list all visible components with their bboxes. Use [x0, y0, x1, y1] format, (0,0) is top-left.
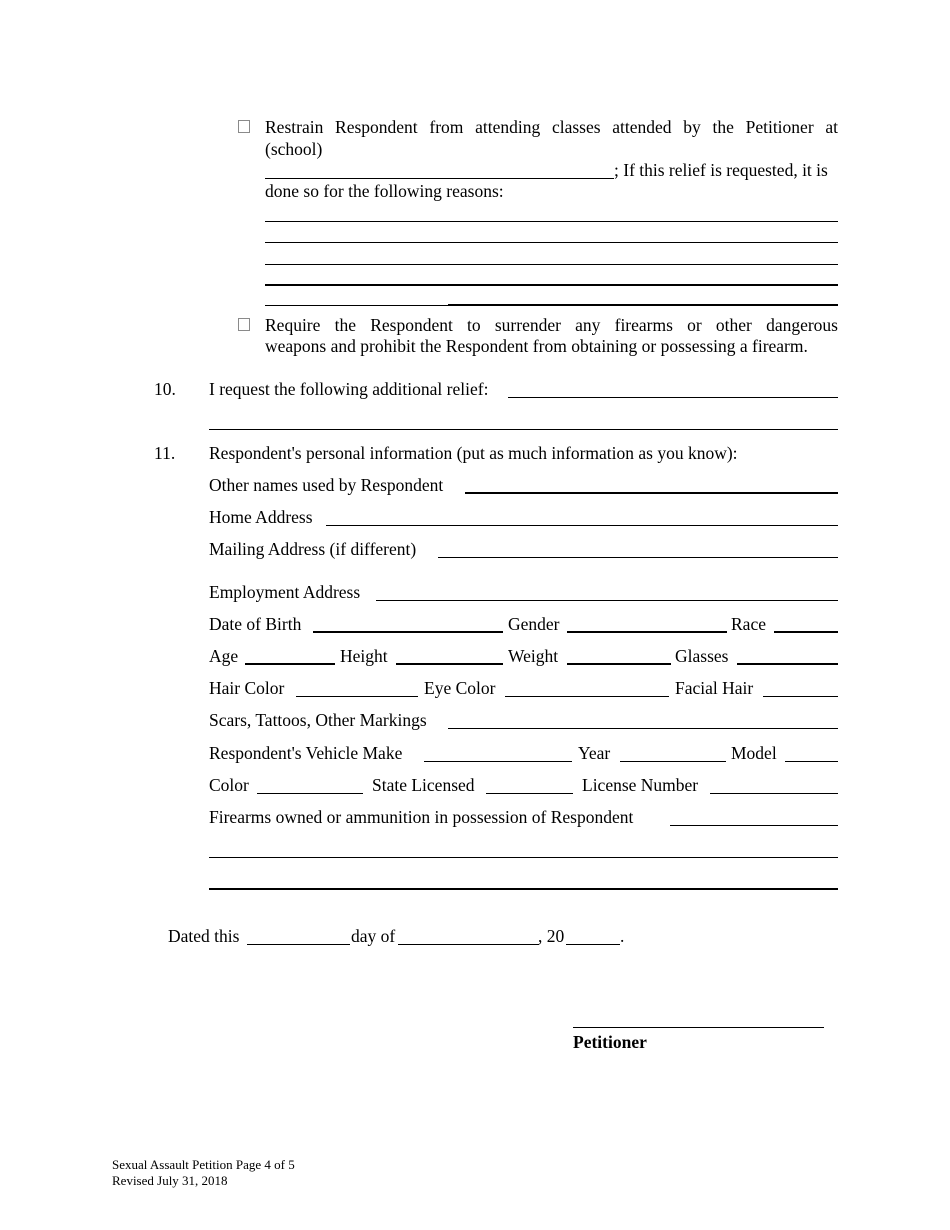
item-11-number: 11. [154, 443, 176, 463]
firearms-line-2[interactable] [209, 857, 838, 858]
age-field[interactable] [245, 663, 335, 665]
vehicle-make-field[interactable] [424, 761, 572, 762]
mailing-address-field[interactable] [438, 557, 838, 558]
reasons-line-5b[interactable] [448, 304, 838, 306]
weight-field[interactable] [567, 663, 671, 665]
state-licensed-label: State Licensed [372, 775, 475, 795]
restrain-school-checkbox[interactable] [238, 120, 250, 133]
additional-relief-line-2[interactable] [209, 429, 838, 430]
firearms-line-3[interactable] [209, 888, 838, 890]
reasons-line-5a[interactable] [265, 305, 448, 306]
race-label: Race [731, 614, 766, 634]
color-label: Color [209, 775, 249, 795]
footer-page: Sexual Assault Petition Page 4 of 5 [112, 1157, 295, 1172]
dated-prefix: Dated this [168, 926, 240, 946]
reasons-line-2[interactable] [265, 242, 838, 243]
dated-end: . [620, 926, 625, 946]
restrain-school-text-line4: done so for the following reasons: [265, 181, 504, 201]
year-label: Year [578, 743, 611, 763]
reasons-line-1[interactable] [265, 221, 838, 222]
facial-hair-label: Facial Hair [675, 678, 754, 698]
item-10-label: I request the following additional relief: [209, 379, 489, 399]
item-10-number: 10. [154, 379, 176, 399]
firearms-field[interactable] [670, 825, 838, 826]
race-field[interactable] [774, 631, 838, 633]
year-field[interactable] [620, 761, 726, 762]
reasons-line-4[interactable] [265, 284, 838, 286]
scars-field[interactable] [448, 728, 838, 729]
surrender-firearms-text-line1: Require the Respondent to surrender any firearms or other dangerous [265, 315, 838, 335]
other-names-field[interactable] [465, 492, 838, 494]
surrender-firearms-text-line2: weapons and prohibit the Respondent from obtaining or possessing a firearm. [265, 336, 808, 356]
employment-address-field[interactable] [376, 600, 838, 601]
school-name-field[interactable] [265, 178, 614, 179]
eye-color-field[interactable] [505, 696, 669, 697]
petitioner-label: Petitioner [573, 1032, 647, 1052]
date-of-birth-field[interactable] [313, 631, 503, 633]
glasses-label: Glasses [675, 646, 729, 666]
eye-color-label: Eye Color [424, 678, 496, 698]
facial-hair-field[interactable] [763, 696, 838, 697]
firearms-label: Firearms owned or ammunition in possession of Respondent [209, 807, 634, 827]
item-11-heading: Respondent's personal information (put as much information as you know): [209, 443, 738, 463]
restrain-school-text-line1: Restrain Respondent from attending classes attended by the Petitioner at [265, 117, 838, 137]
dated-year-prefix: , 20 [538, 926, 565, 946]
restrain-school-text-line2: (school) [265, 139, 323, 159]
mailing-address-label: Mailing Address (if different) [209, 539, 417, 559]
home-address-field[interactable] [326, 525, 838, 526]
gender-label: Gender [508, 614, 560, 634]
hair-color-field[interactable] [296, 696, 418, 697]
model-label: Model [731, 743, 777, 763]
employment-address-label: Employment Address [209, 582, 361, 602]
restrain-school-text-line3: ; If this relief is requested, it is [614, 160, 828, 180]
model-field[interactable] [785, 761, 838, 762]
footer-revised: Revised July 31, 2018 [112, 1173, 228, 1188]
height-field[interactable] [396, 663, 503, 665]
glasses-field[interactable] [737, 663, 838, 665]
other-names-label: Other names used by Respondent [209, 475, 444, 495]
date-of-birth-label: Date of Birth [209, 614, 302, 634]
hair-color-label: Hair Color [209, 678, 285, 698]
home-address-label: Home Address [209, 507, 313, 527]
surrender-firearms-checkbox[interactable] [238, 318, 250, 331]
vehicle-make-label: Respondent's Vehicle Make [209, 743, 403, 763]
dated-day-of: day of [351, 926, 396, 946]
dated-month-field[interactable] [398, 944, 539, 945]
license-number-field[interactable] [710, 793, 838, 794]
petitioner-signature-field[interactable] [573, 1027, 824, 1028]
gender-field[interactable] [567, 631, 727, 633]
reasons-line-3[interactable] [265, 264, 838, 265]
color-field[interactable] [257, 793, 363, 794]
scars-label: Scars, Tattoos, Other Markings [209, 710, 427, 730]
additional-relief-field[interactable] [508, 397, 838, 398]
weight-label: Weight [508, 646, 559, 666]
height-label: Height [340, 646, 388, 666]
age-label: Age [209, 646, 239, 666]
license-number-label: License Number [582, 775, 699, 795]
dated-day-field[interactable] [247, 944, 350, 945]
dated-year-field[interactable] [566, 944, 620, 945]
state-licensed-field[interactable] [486, 793, 573, 794]
